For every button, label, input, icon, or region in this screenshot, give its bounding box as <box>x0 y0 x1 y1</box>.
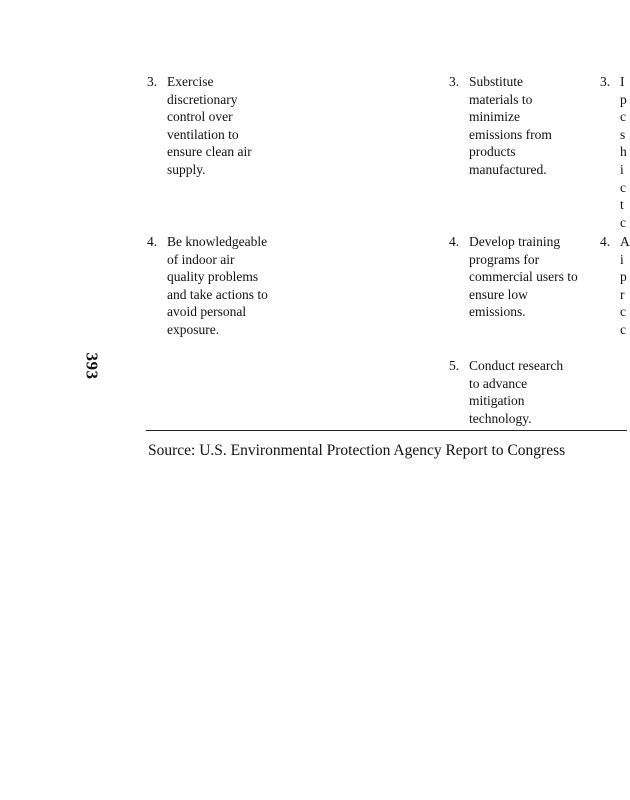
item-line: products <box>469 144 516 160</box>
item-line: of indoor air <box>167 251 235 267</box>
item-line: c <box>620 179 626 195</box>
item-line: Conduct research <box>469 358 564 373</box>
item-line: Exercise <box>167 74 214 89</box>
item-line: ensure clean air <box>167 144 252 160</box>
item-line: I <box>620 74 625 89</box>
item-line: to advance <box>469 375 528 391</box>
item-number: 5. <box>449 358 460 373</box>
item-line: Develop training <box>469 234 561 249</box>
item-line: Substitute <box>469 74 524 89</box>
item-line: supply. <box>167 161 206 177</box>
item-line: discretionary <box>167 91 238 107</box>
col2-item-3 <box>449 73 552 179</box>
item-line: ventilation to <box>167 126 239 142</box>
col3-item-3 <box>600 73 627 231</box>
item-line: c <box>620 321 626 337</box>
item-line: i <box>620 251 624 267</box>
item-line: h <box>620 144 627 160</box>
col2-item-5 <box>449 357 564 427</box>
item-number: 3. <box>600 74 611 89</box>
col1-item-3 <box>147 73 252 179</box>
item-line: emissions from <box>469 126 552 142</box>
source-note: Source: U.S. Environmental Protection Agency Report to Congress <box>148 442 566 459</box>
item-line: exposure. <box>167 321 220 337</box>
page-number: 393 <box>82 352 102 380</box>
item-line: emissions. <box>469 304 526 320</box>
item-line: Be knowledgeable <box>167 234 268 249</box>
item-line: ensure low <box>469 286 528 302</box>
table-bottom-rule <box>146 430 627 431</box>
item-number: 3. <box>147 74 158 89</box>
item-number: 4. <box>449 234 460 249</box>
item-line: programs for <box>469 251 540 267</box>
item-line: materials to <box>469 91 533 107</box>
item-line: avoid personal <box>167 304 247 320</box>
col2-item-4 <box>449 233 578 321</box>
item-line: and take actions to <box>167 286 268 302</box>
item-line: c <box>620 214 626 230</box>
item-line: s <box>620 126 626 142</box>
item-number: 3. <box>449 74 460 89</box>
col3-item-4 <box>600 233 630 339</box>
item-line: commercial users to <box>469 269 578 285</box>
item-line: minimize <box>469 109 520 125</box>
item-number: 4. <box>600 234 611 249</box>
item-line: i <box>620 161 624 177</box>
item-line: technology. <box>469 410 532 426</box>
item-line: quality problems <box>167 269 259 285</box>
col1-item-4 <box>147 233 268 339</box>
item-line: control over <box>167 109 233 125</box>
item-number: 4. <box>147 234 158 249</box>
item-line: t <box>620 197 624 213</box>
item-line: c <box>620 304 626 320</box>
item-line: manufactured. <box>469 161 547 177</box>
item-line: r <box>620 286 625 302</box>
item-line: c <box>620 109 626 125</box>
item-line: mitigation <box>469 393 525 409</box>
item-line: A <box>620 234 630 249</box>
item-line: p <box>620 91 627 107</box>
item-line: p <box>620 269 627 285</box>
